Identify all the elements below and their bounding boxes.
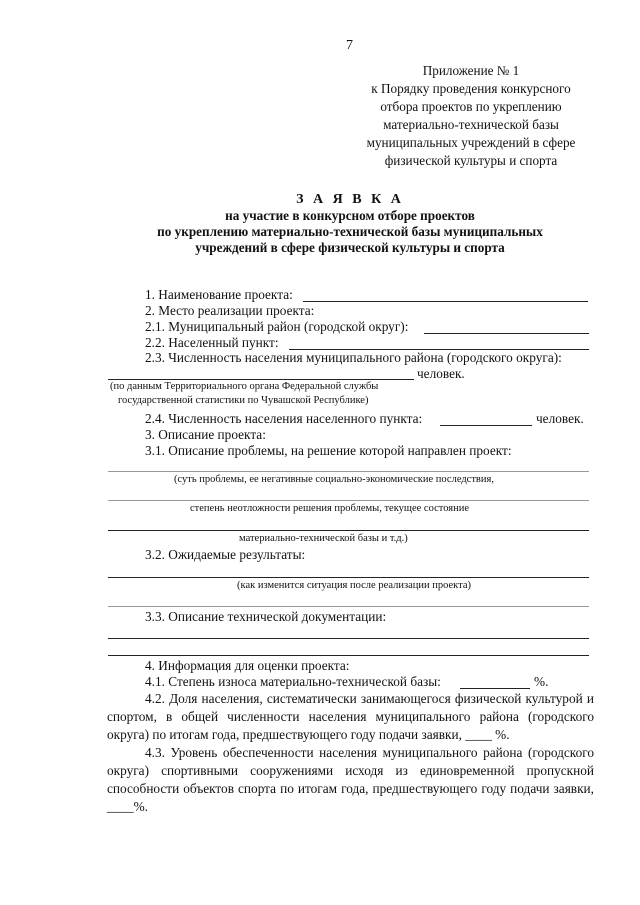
- field-project-description-label: 3. Описание проекта:: [145, 427, 266, 442]
- appendix-line: отбора проектов по укреплению: [380, 99, 562, 114]
- technical-docs-line[interactable]: [108, 638, 589, 639]
- statistics-note: государственной статистики по Чувашской Республике): [118, 395, 369, 406]
- statistics-note: (по данным Территориального органа Федеральной службы: [110, 381, 379, 392]
- results-note: (как изменится ситуация после реализации проекта): [237, 580, 472, 591]
- appendix-line: муниципальных учреждений в сфере: [366, 135, 576, 150]
- field-technical-docs-label: 3.3. Описание технической документации:: [145, 609, 387, 624]
- settlement-population-line[interactable]: [440, 425, 532, 426]
- problem-line[interactable]: [108, 500, 589, 501]
- subtitle-line: учреждений в сфере физической культуры и спорта: [195, 240, 505, 255]
- results-line[interactable]: [108, 606, 589, 607]
- document-title: З А Я В К А: [296, 192, 404, 207]
- wear-degree-unit: %.: [534, 674, 549, 689]
- field-problem-description-label: 3.1. Описание проблемы, на решение которой направлен проект:: [145, 443, 512, 458]
- district-population-line[interactable]: [108, 379, 414, 380]
- field-expected-results-label: 3.2. Ожидаемые результаты:: [145, 547, 306, 562]
- paragraph-population-share: 4.2. Доля населения, систематически занимающегося физической культурой и спортом, в общей численности населения муниципального района (городского округа) по итогам года, предшествующего году подачи заявки, ____ %.: [107, 691, 594, 742]
- subtitle-line: по укреплению материально-технической базы муниципальных: [157, 224, 543, 239]
- problem-line[interactable]: [108, 471, 589, 472]
- appendix-line: физической культуры и спорта: [384, 153, 558, 168]
- settlement-population-unit: человек.: [536, 411, 584, 426]
- page-number: 7: [346, 38, 353, 53]
- field-location-label: 2. Место реализации проекта:: [145, 303, 315, 318]
- project-name-line[interactable]: [303, 301, 588, 302]
- field-wear-degree-label: 4.1. Степень износа материально-технической базы:: [145, 674, 441, 689]
- field-district-label: 2.1. Муниципальный район (городской округ):: [145, 319, 409, 334]
- problem-note: материально-технической базы и т.д.): [239, 533, 408, 544]
- problem-note: степень неотложности решения проблемы, текущее состояние: [190, 503, 469, 514]
- appendix-line: к Порядку проведения конкурсного: [371, 81, 571, 96]
- results-line[interactable]: [108, 577, 589, 578]
- paragraph-sports-facilities: 4.3. Уровень обеспеченности населения муниципального района (городского округа) спортивными сооружениями исходя из единовременной пропускной способности объектов спорта по итогам года, предшествующего году подачи заявки, ____%.: [107, 745, 594, 814]
- technical-docs-line[interactable]: [108, 655, 589, 656]
- appendix-header: [360, 62, 582, 170]
- field-district-population-label: 2.3. Численность населения муниципального района (городского округа):: [145, 350, 562, 365]
- district-population-unit: человек.: [417, 366, 465, 381]
- wear-degree-line[interactable]: [460, 688, 530, 689]
- appendix-line: Приложение № 1: [422, 63, 520, 78]
- problem-line[interactable]: [108, 530, 589, 531]
- field-evaluation-info-label: 4. Информация для оценки проекта:: [145, 658, 350, 673]
- district-line[interactable]: [424, 333, 589, 334]
- field-settlement-population-label: 2.4. Численность населения населенного пункта:: [145, 411, 423, 426]
- problem-note: (суть проблемы, ее негативные социально-экономические последствия,: [174, 474, 494, 485]
- document-subtitle: [110, 208, 590, 256]
- appendix-line: материально-технической базы: [383, 117, 559, 132]
- field-settlement-label: 2.2. Населенный пункт:: [145, 335, 279, 350]
- subtitle-line: на участие в конкурсном отборе проектов: [225, 208, 475, 223]
- field-project-name-label: 1. Наименование проекта:: [145, 287, 293, 302]
